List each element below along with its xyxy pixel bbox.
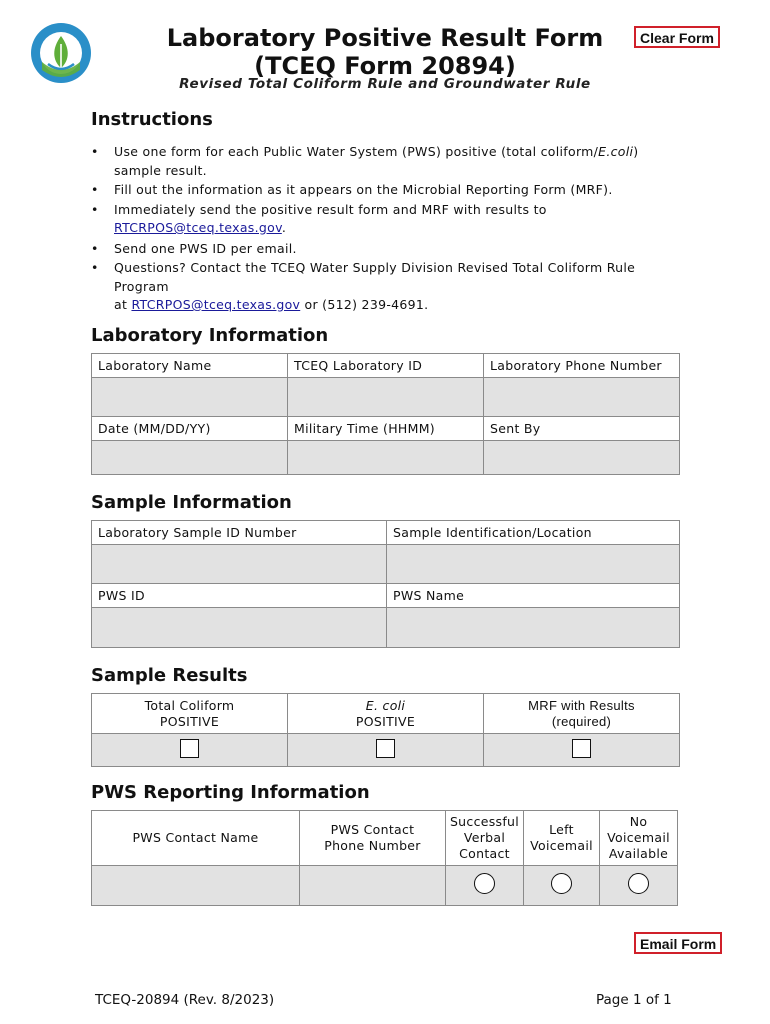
date-field[interactable] (92, 441, 288, 475)
email-form-button[interactable]: Email Form (634, 932, 722, 954)
time-label: Military Time (HHMM) (288, 417, 484, 441)
total-coliform-cell (92, 734, 288, 767)
instruction-item: • Questions? Contact the TCEQ Water Supply Division Revised Total Coliform Rule Program at RTCRPOS@tceq.texas.gov or (512) 239-4691. (91, 259, 691, 315)
form-title: Laboratory Positive Result Form (166, 24, 604, 52)
sample-info-table (91, 520, 680, 648)
lab-id-label: TCEQ Laboratory ID (288, 354, 484, 378)
mrf-checkbox[interactable] (572, 739, 591, 758)
lab-info-heading: Laboratory Information (91, 325, 329, 346)
mrf-cell (484, 734, 680, 767)
sent-by-label: Sent By (484, 417, 680, 441)
ecoli-header: E. coli POSITIVE (288, 694, 484, 734)
contact-name-header: PWS Contact Name (92, 811, 300, 866)
no-voicemail-header: No Voicemail Available (600, 811, 678, 866)
sample-location-field[interactable] (387, 545, 680, 584)
contact-phone-header: PWS Contact Phone Number (300, 811, 446, 866)
pws-reporting-table (91, 810, 678, 906)
left-voicemail-cell (524, 866, 600, 906)
lab-phone-field[interactable] (484, 378, 680, 417)
sent-by-field[interactable] (484, 441, 680, 475)
lab-info-table (91, 353, 680, 475)
instructions-heading: Instructions (91, 109, 213, 130)
total-coliform-checkbox[interactable] (180, 739, 199, 758)
contact-name-field[interactable] (92, 866, 300, 906)
contact-phone-field[interactable] (300, 866, 446, 906)
mrf-header: MRF with Results (required) (484, 694, 680, 734)
sample-results-heading: Sample Results (91, 665, 248, 686)
page-number: Page 1 of 1 (596, 992, 672, 1008)
lab-name-label: Laboratory Name (92, 354, 288, 378)
pws-name-field[interactable] (387, 608, 680, 648)
pws-id-label: PWS ID (92, 584, 387, 608)
left-voicemail-header: Left Voicemail (524, 811, 600, 866)
form-number-title: (TCEQ Form 20894) (254, 52, 516, 80)
lab-phone-label: Laboratory Phone Number (484, 354, 680, 378)
verbal-contact-header: Successful Verbal Contact (446, 811, 524, 866)
ecoli-checkbox[interactable] (376, 739, 395, 758)
instruction-item: • Immediately send the positive result form and MRF with results to RTCRPOS@tceq.texas.gov. (91, 201, 691, 238)
clear-form-button[interactable]: Clear Form (634, 26, 720, 48)
sample-info-heading: Sample Information (91, 492, 292, 513)
instructions-list (91, 143, 691, 316)
instruction-item: • Use one form for each Public Water System (PWS) positive (total coliform/E.coli) sample result. (91, 143, 691, 180)
instruction-item: • Fill out the information as it appears on the Microbial Reporting Form (MRF). (91, 181, 691, 200)
verbal-contact-cell (446, 866, 524, 906)
verbal-contact-radio[interactable] (474, 873, 495, 894)
lab-name-field[interactable] (92, 378, 288, 417)
left-voicemail-radio[interactable] (551, 873, 572, 894)
form-revision: TCEQ-20894 (Rev. 8/2023) (95, 992, 275, 1008)
total-coliform-header: Total Coliform POSITIVE (92, 694, 288, 734)
sample-results-table (91, 693, 680, 767)
pws-name-label: PWS Name (387, 584, 680, 608)
no-voicemail-cell (600, 866, 678, 906)
rtcrpos-email-link-2[interactable]: RTCRPOS@tceq.texas.gov (131, 297, 301, 312)
rtcrpos-email-link[interactable]: RTCRPOS@tceq.texas.gov (114, 220, 282, 235)
instruction-item: • Send one PWS ID per email. (91, 240, 691, 259)
sample-id-label: Laboratory Sample ID Number (92, 521, 387, 545)
sample-location-label: Sample Identification/Location (387, 521, 680, 545)
pws-reporting-heading: PWS Reporting Information (91, 782, 370, 803)
form-subtitle: Revised Total Coliform Rule and Groundwater Rule (179, 76, 591, 92)
time-field[interactable] (288, 441, 484, 475)
lab-id-field[interactable] (288, 378, 484, 417)
sample-id-field[interactable] (92, 545, 387, 584)
date-label: Date (MM/DD/YY) (92, 417, 288, 441)
pws-id-field[interactable] (92, 608, 387, 648)
tceq-logo (30, 22, 92, 84)
no-voicemail-radio[interactable] (628, 873, 649, 894)
ecoli-cell (288, 734, 484, 767)
